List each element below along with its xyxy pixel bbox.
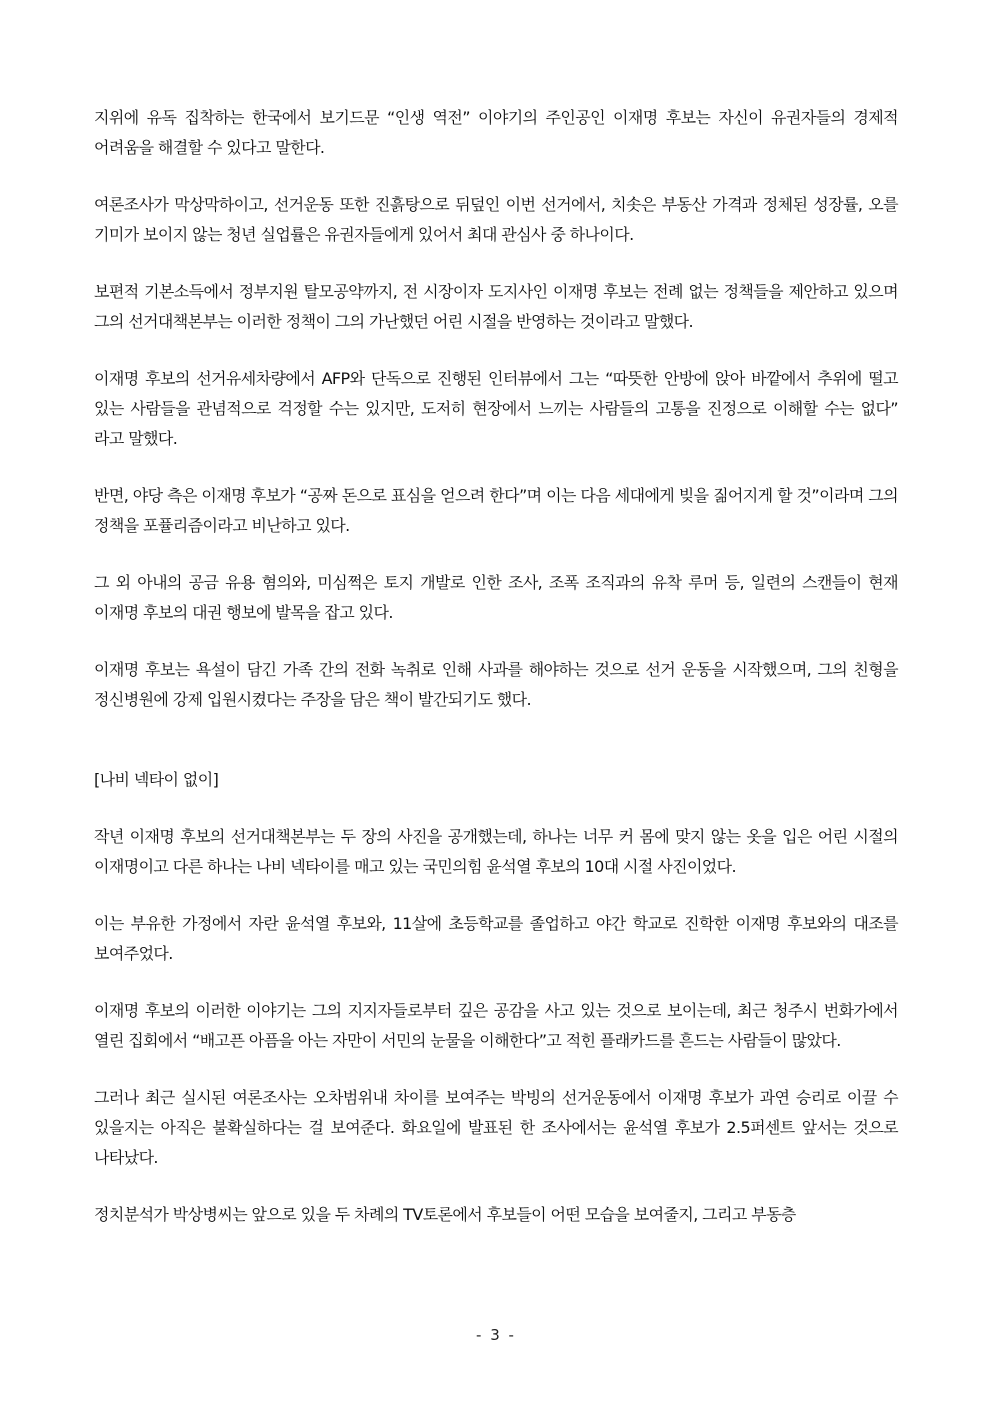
paragraph-1: 지위에 유독 집착하는 한국에서 보기드문 “인생 역전” 이야기의 주인공인 이재명 후보는 자신이 유권자들의 경제적 어려움을 해결할 수 있다고 말한다.	[94, 108, 898, 157]
section-paragraph-1: 작년 이재명 후보의 선거대책본부는 두 장의 사진을 공개했는데, 하나는 너무 커 몸에 맞지 않는 옷을 입은 어린 시절의 이재명이고 다른 하나는 나비 넥타이를 매고 있는 국민의힘 윤석열 후보의 10대 시절 사진이었다.	[94, 827, 898, 876]
section-paragraph-2: 이는 부유한 가정에서 자란 윤석열 후보와, 11살에 초등학교를 졸업하고 야간 학교로 진학한 이재명 후보와의 대조를 보여주었다.	[94, 914, 898, 963]
section-paragraph-3: 이재명 후보의 이러한 이야기는 그의 지지자들로부터 깊은 공감을 사고 있는 것으로 보이는데, 최근 청주시 번화가에서 열린 집회에서 “배고픈 아픔을 아는 자만이 서민의 눈물을 이해한다”고 적힌 플래카드를 흔드는 사람들이 많았다.	[94, 1001, 898, 1050]
paragraph-6: 그 외 아내의 공금 유용 혐의와, 미심쩍은 토지 개발로 인한 조사, 조폭 조직과의 유착 루머 등, 일련의 스캔들이 현재 이재명 후보의 대권 행보에 발목을 잡고 있다.	[94, 573, 898, 622]
paragraph-7: 이재명 후보는 욕설이 담긴 가족 간의 전화 녹취로 인해 사과를 해야하는 것으로 선거 운동을 시작했으며, 그의 친형을 정신병원에 강제 입원시켰다는 주장을 담은 책이 발간되기도 했다.	[94, 660, 898, 709]
section-paragraph-4: 그러나 최근 실시된 여론조사는 오차범위내 차이를 보여주는 박빙의 선거운동에서 이재명 후보가 과연 승리로 이끌 수 있을지는 아직은 불확실하다는 걸 보여준다. 화요일에 발표된 한 조사에서는 윤석열 후보가 2.5퍼센트 앞서는 것으로 나타났다.	[94, 1088, 898, 1167]
paragraph-2: 여론조사가 막상막하이고, 선거운동 또한 진흙탕으로 뒤덮인 이번 선거에서, 치솟은 부동산 가격과 정체된 성장률, 오를 기미가 보이지 않는 청년 실업률은 유권자들에게 있어서 최대 관심사 중 하나이다.	[94, 195, 898, 244]
page-number: - 3 -	[476, 1326, 516, 1344]
section-heading: [나비 넥타이 없이]	[94, 770, 219, 789]
paragraph-3: 보편적 기본소득에서 정부지원 탈모공약까지, 전 시장이자 도지사인 이재명 후보는 전례 없는 정책들을 제안하고 있으며 그의 선거대책본부는 이러한 정책이 그의 가난했던 어린 시절을 반영하는 것이라고 말했다.	[94, 282, 898, 331]
paragraph-5: 반면, 야당 측은 이재명 후보가 “공짜 돈으로 표심을 얻으려 한다”며 이는 다음 세대에게 빚을 짊어지게 할 것”이라며 그의 정책을 포퓰리즘이라고 비난하고 있다.	[94, 486, 898, 535]
paragraph-4: 이재명 후보의 선거유세차량에서 AFP와 단독으로 진행된 인터뷰에서 그는 “따뜻한 안방에 앉아 바깥에서 추위에 떨고 있는 사람들을 관념적으로 걱정할 수는 있지만, 도저히 현장에서 느끼는 사람들의 고통을 진정으로 이해할 수는 없다” 라고 말했다.	[94, 369, 898, 448]
section-paragraph-5: 정치분석가 박상병씨는 앞으로 있을 두 차례의 TV토론에서 후보들이 어떤 모습을 보여줄지, 그리고 부동층	[94, 1205, 796, 1224]
document-body	[94, 103, 898, 1257]
